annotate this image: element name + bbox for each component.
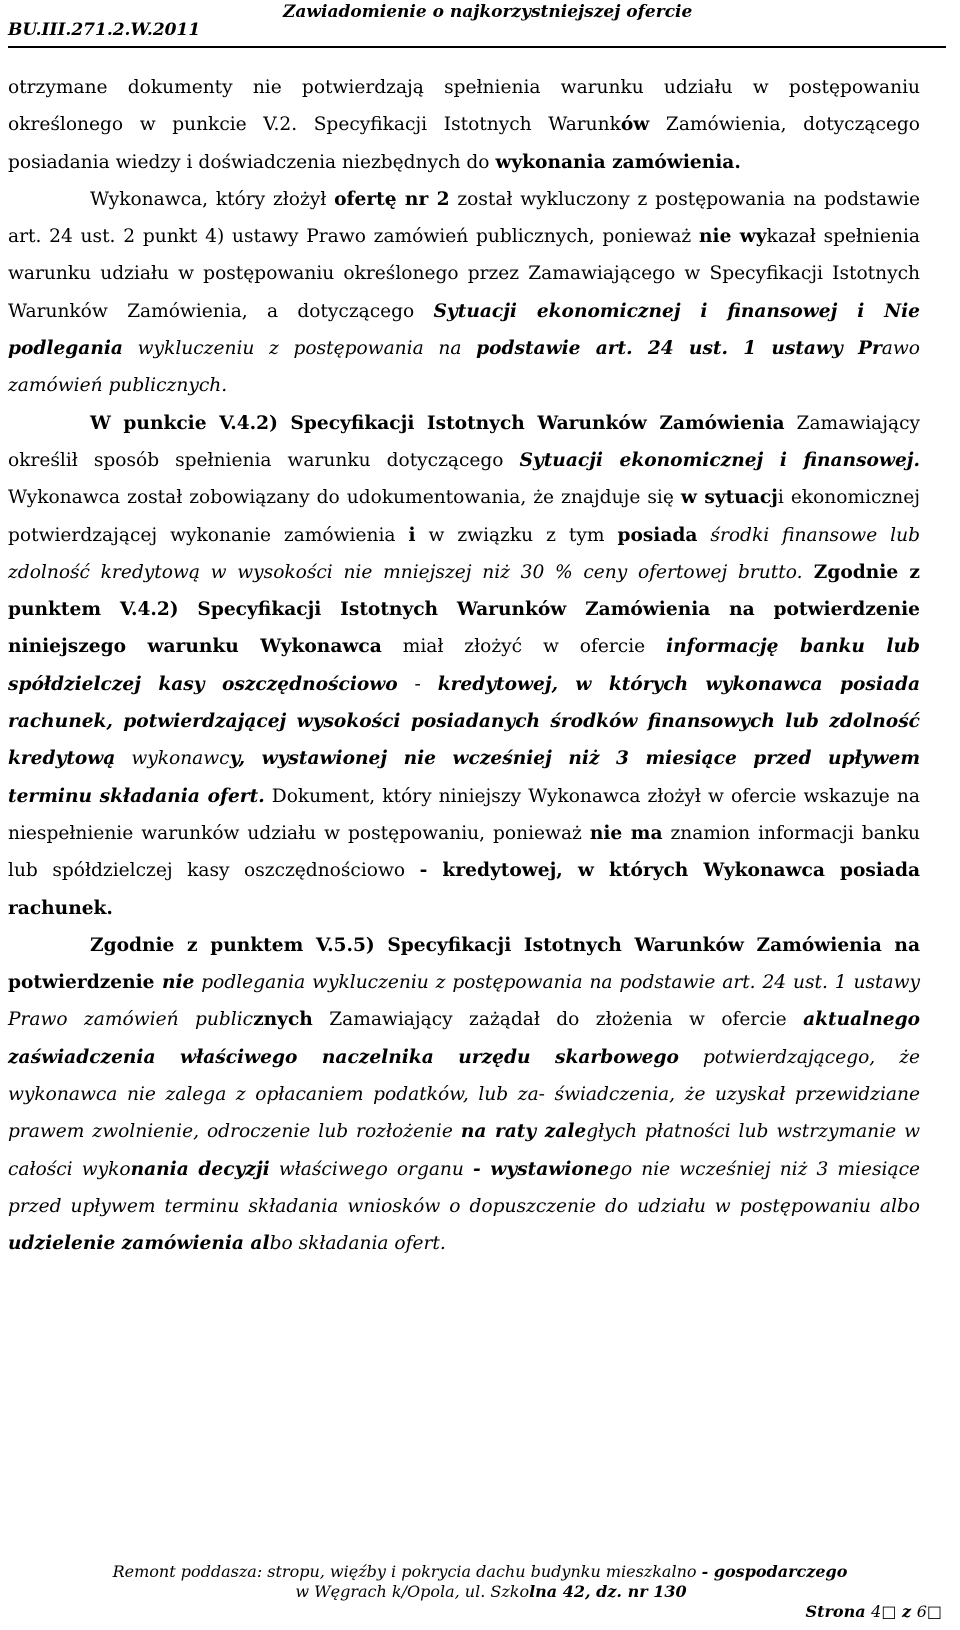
text-italic: w Węgrach k/Opola, ul. Szko <box>295 1582 530 1601</box>
text-bold-italic: informację banku lub spółdzielczej kasy oszczędnościowo <box>8 636 920 695</box>
text: został wykluczony z postępowania na podstawie art. 24 ust. 2 punkt 4) ustawy Prawo zamówień publicznych, ponieważ <box>8 188 920 248</box>
text-bold-italic: Sytuacji ekonomicznej i finansowej. <box>519 449 920 471</box>
text-bold-italic: na raty zale <box>460 1121 587 1143</box>
text-bold-italic: Sytuacji ekonomicznej i finansowej i Nie podlegania <box>8 300 920 360</box>
text-italic: Remont poddasza: stropu, więźby i pokrycia dachu budynku mieszkalno <box>112 1562 702 1581</box>
text-italic: go nie wcześniej niż 3 miesiące przed upływem terminu składania wniosków o dopuszczenie do udziału w postępowaniu albo <box>8 1158 920 1217</box>
text: Zamawiający określił sposób spełnienia warunku dotyczącego <box>8 412 920 471</box>
text-italic: wykluczeniu z postępowania na <box>122 338 477 360</box>
text-italic: podlegania wykluczeniu z postępowania na podstawie art. 24 ust. 1 ustawy Prawo zamówień public <box>8 972 920 1031</box>
text: Wykonawca, który złożył <box>90 188 335 210</box>
text-bold-italic: kredytowej, w których wykonawca posiada rachunek, potwierdzającej wysokości posiadanych środków finansowych lub zdolność kredytową <box>8 673 921 770</box>
text-bold-italic: nie <box>161 972 195 994</box>
text-bold: w sytuacj <box>680 487 778 509</box>
text: w związku z tym <box>415 524 618 546</box>
text-bold: wykonania zamówienia. <box>495 151 741 173</box>
page-total: 6 <box>916 1602 927 1621</box>
text-bold-italic: y, wystawionej nie wcześniej niż 3 miesiące przed upływem terminu składania ofert. <box>8 748 920 807</box>
text-italic: potwierdzającego, że wykonawca nie zalega z opłacaniem podatków, lub za- świadczenia, że uzyskał przewidziane prawem zwolnienie, odroczenie lub rozłożenie <box>8 1046 920 1143</box>
paragraph-4 <box>8 927 920 1263</box>
text-bold-italic: nania decyzji <box>130 1158 270 1180</box>
paragraph-1 <box>8 69 920 181</box>
text-bold-italic: aktualnego zaświadczenia właściwego naczelnika urzędu skarbowego <box>8 1009 920 1068</box>
text-italic: głych płatności lub wstrzymanie w całości wyko <box>8 1121 920 1180</box>
footer-line-2 <box>0 1582 960 1602</box>
text: znamion informacji banku lub spółdzielczej kasy oszczędnościowo <box>8 822 920 882</box>
page-footer <box>0 1562 960 1602</box>
text-bold: - kredytowej, w których Wykonawca posiada rachunek. <box>8 860 921 919</box>
text-bold-italic: udzielenie zamówienia al <box>8 1233 270 1255</box>
text: i ekonomicznej potwierdzającej wykonanie zamówienia <box>8 487 920 546</box>
text: - <box>397 673 438 695</box>
paragraph-3 <box>8 405 920 927</box>
text-bold: Zgodnie z punktem V.5.5) Specyfikacji Istotnych Warunków Zamówienia na potwierdzenie <box>8 934 920 994</box>
text-italic: właściwego organu <box>269 1158 473 1180</box>
text: kazał spełnienia warunku udziału w postępowaniu określonego przez Zamawiającego w Specyfikacji Istotnych Warunków Zamówienia, a dotyczącego <box>8 226 920 322</box>
text-bold: znych <box>253 1009 313 1031</box>
text-bold-italic: - gospodarczego <box>701 1562 848 1581</box>
document-reference: BU.III.271.2.W.2011 <box>8 20 201 40</box>
text-bold: posiada <box>617 524 698 546</box>
page-header <box>8 0 946 48</box>
text-bold-italic: podstawie art. 24 ust. 1 ustawy Pr <box>476 338 882 360</box>
text-bold: Zgodnie z punktem V.4.2) Specyfikacji Istotnych Warunków Zamówienia na potwierdzenie niniejszego warunku Wykonawca <box>8 561 920 658</box>
text: Dokument, który niniejszy Wykonawca złożył w ofercie wskazuje na niespełnienie warunków udziału w postępowaniu, ponieważ <box>8 785 920 844</box>
page-label: Strona <box>805 1602 866 1621</box>
text-bold: nie wy <box>698 226 767 248</box>
text-italic: awo zamówień publicznych. <box>8 338 920 397</box>
text-bold: nie ma <box>589 822 663 844</box>
document-body <box>8 69 920 1263</box>
text-italic: bo składania ofert. <box>269 1233 446 1255</box>
text-italic: wykonawc <box>115 748 230 770</box>
page-current: 4 <box>871 1602 882 1621</box>
footer-line-1 <box>0 1562 960 1582</box>
text: Wykonawca został zobowiązany do udokumentowania, że znajduje się <box>8 487 681 509</box>
paragraph-2 <box>8 181 920 405</box>
page-sep: z <box>896 1602 917 1621</box>
text: otrzymane dokumenty nie potwierdzają spełnienia warunku udziału w postępowaniu określonego w punkcie V.2. Specyfikacji Istotnych Warunk <box>8 77 920 136</box>
text: miał złożyć w ofercie <box>381 636 667 658</box>
text-italic: środki finansowe lub zdolność kredytową w wysokości nie mniejszej niż 30 % ceny ofertowej brutto. <box>8 524 920 583</box>
text-bold: W punkcie V.4.2) Specyfikacji Istotnych Warunków Zamówienia <box>90 412 785 434</box>
page-number: Strona 4□ z 6□ <box>805 1602 942 1621</box>
document-title: Zawiadomienie o najkorzystniejszej ofercie <box>283 2 693 22</box>
text-bold-italic: lna 42, dz. nr 130 <box>529 1582 687 1601</box>
text: Zamawiający zażądał do złożenia w ofercie <box>312 1009 804 1031</box>
text-bold: ów <box>620 114 650 136</box>
text: Zamówienia, dotyczącego posiadania wiedzy i doświadczenia niezbędnych do <box>8 114 920 173</box>
text-bold: i <box>408 524 416 546</box>
text-bold-italic: - wystawione <box>472 1158 610 1180</box>
text-bold: ofertę nr 2 <box>334 188 450 210</box>
